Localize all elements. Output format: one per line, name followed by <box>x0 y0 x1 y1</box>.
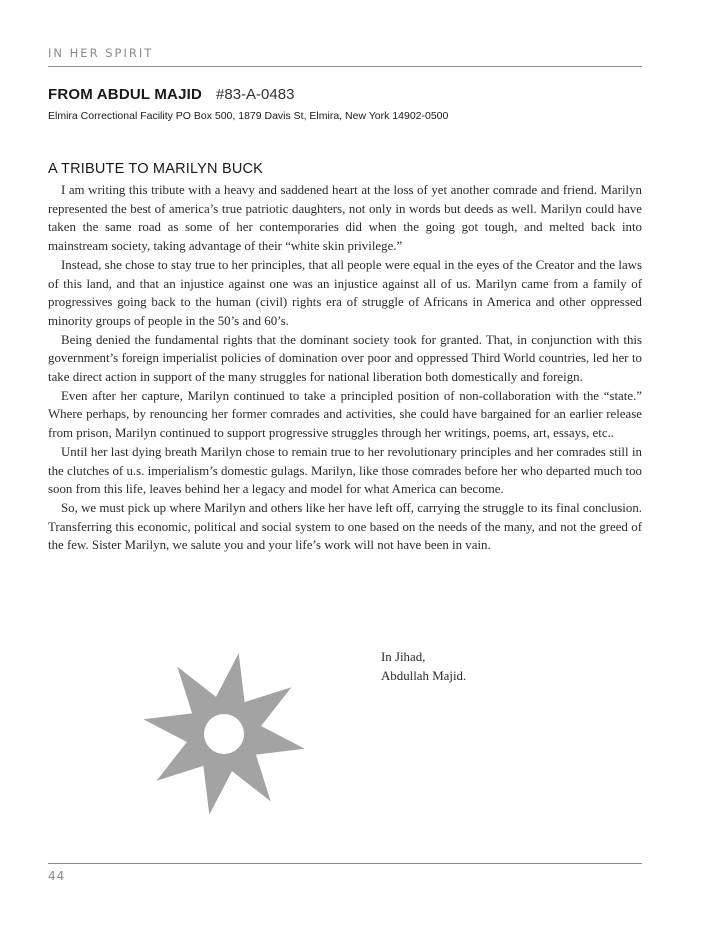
author-address: Elmira Correctional Facility PO Box 500, 1879 Davis St, Elmira, New York 14902-0500 <box>48 110 449 122</box>
paragraph: I am writing this tribute with a heavy and saddened heart at the loss of yet another comrade and friend. Marilyn represented the best of america’s true patriotic daughters, not only in words but deeds as well. Marilyn could have taken the same road as some of her contemporaries did when the going got tough, and melted back into mainstream society, taking advantage of their “white skin privilege.” <box>48 183 642 254</box>
footer-rule <box>48 863 642 864</box>
author-line <box>48 86 294 103</box>
eight-point-star-icon <box>138 650 310 818</box>
page-number: 44 <box>48 869 66 883</box>
signoff <box>381 648 466 686</box>
article-body <box>48 181 642 555</box>
article-title: A TRIBUTE TO MARILYN BUCK <box>48 161 264 177</box>
paragraph: Until her last dying breath Marilyn chose to remain true to her revolutionary principles and her comrades still in the clutches of u.s. imperialism’s domestic gulags. Marilyn, like those comrades before her who departed much too soon from this life, leaves behind her a legacy and model for what America can become. <box>48 444 642 497</box>
header-rule <box>48 66 642 67</box>
paragraph: Even after her capture, Marilyn continued to take a principled position of non-collaboration with the “state.” Where perhaps, by renouncing her former comrades and activities, she could have bargained for an earlier release from prison, Marilyn continued to support progressive struggles through her writings, poems, art, essays, etc.. <box>48 388 642 441</box>
paragraph: Being denied the fundamental rights that the dominant society took for granted. That, in conjunction with this government’s foreign imperialist policies of domination over poor and oppressed Third World countries, led her to take direct action in support of the many struggles for national liberation both domestically and foreign. <box>48 332 642 385</box>
paragraph: So, we must pick up where Marilyn and others like her have left off, carrying the struggle to its final conclusion. Transferring this economic, political and social system to one based on the needs of the many, and not the greed of the few. Sister Marilyn, we salute you and your life’s work will not have been in vain. <box>48 500 642 553</box>
paragraph: Instead, she chose to stay true to her principles, that all people were equal in the eyes of the Creator and the laws of this land, and that an injustice against one was an injustice against all of us. Marilyn came from a family of progressives going back to the human (civil) rights era of struggle of Africans in America and other oppressed minority groups of people in the 50’s and 60’s. <box>48 257 642 328</box>
closing: In Jihad, <box>381 650 426 664</box>
star-shape <box>143 653 304 814</box>
running-head: IN HER SPIRIT <box>48 46 154 60</box>
signature: Abdullah Majid. <box>381 669 467 683</box>
inmate-id: #83-A-0483 <box>216 86 295 103</box>
author-name: FROM ABDUL MAJID <box>48 86 203 103</box>
